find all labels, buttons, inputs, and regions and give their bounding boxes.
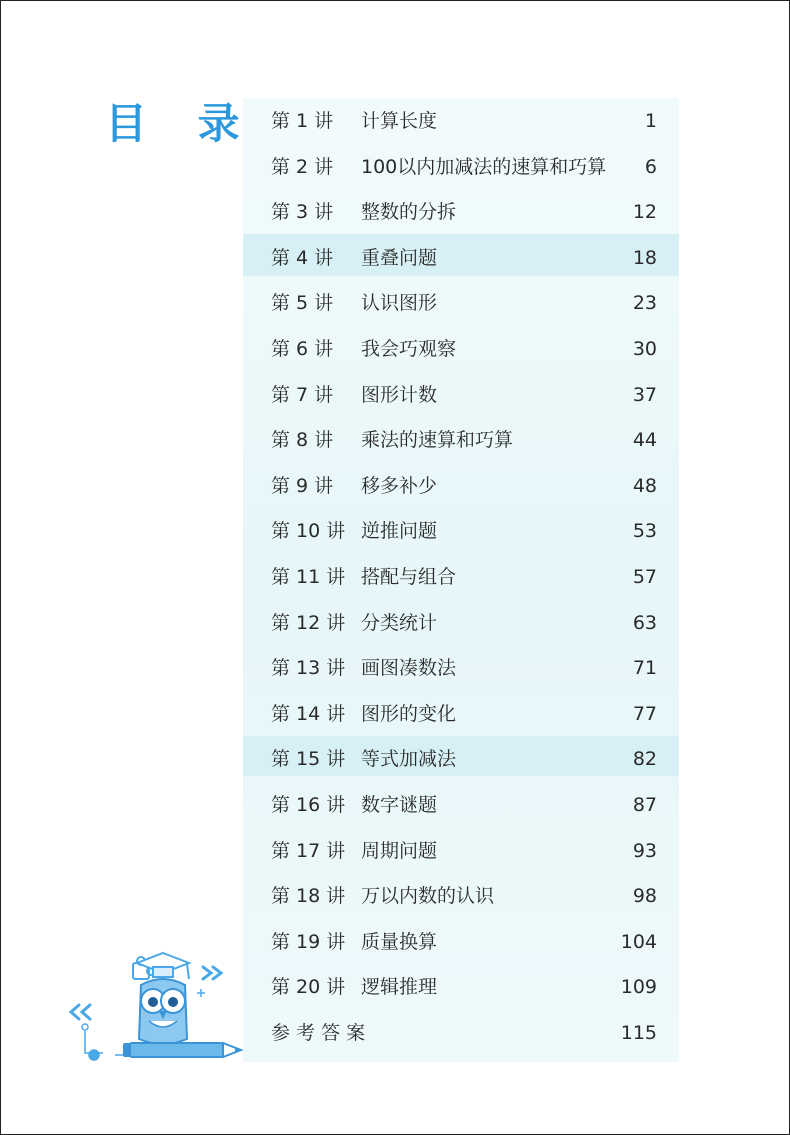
- page-number: 1: [644, 110, 657, 132]
- lesson-title: 100以内加减法的速算和巧算: [361, 155, 607, 178]
- lesson-number: 第 14 讲: [271, 702, 346, 725]
- toc-item[interactable]: [259, 509, 661, 555]
- page-number: 44: [632, 429, 657, 452]
- sparkle-icon: [197, 989, 205, 997]
- toc-item[interactable]: [259, 99, 661, 145]
- page-number: 93: [632, 839, 657, 862]
- lesson-number: 第 15 讲: [271, 748, 346, 771]
- toc-item[interactable]: [259, 783, 661, 829]
- toc-item[interactable]: [259, 190, 661, 236]
- answers-label: 参 考 答 案: [271, 1021, 366, 1044]
- toc-item[interactable]: [259, 646, 661, 692]
- toc-item[interactable]: [259, 965, 661, 1011]
- toc-item[interactable]: [259, 145, 661, 191]
- page-number: 18: [632, 246, 657, 269]
- lesson-title: 重叠问题: [361, 246, 438, 269]
- lesson-title: 逻辑推理: [361, 976, 438, 999]
- lesson-number: 第 12 讲: [271, 611, 346, 634]
- lesson-title: 移多补少: [361, 474, 438, 497]
- toc-item[interactable]: [259, 692, 661, 738]
- lesson-number: 第 13 讲: [271, 657, 346, 680]
- toc-item[interactable]: [259, 874, 661, 920]
- toc-item[interactable]: [259, 555, 661, 601]
- toc-item[interactable]: [259, 829, 661, 875]
- lesson-number: 第 11 讲: [271, 565, 346, 588]
- page-title: 目 录: [105, 99, 258, 148]
- toc-item[interactable]: [259, 601, 661, 647]
- lesson-number: 第 7 讲: [271, 383, 334, 406]
- lesson-number: 第 19 讲: [271, 930, 346, 953]
- page-number: 109: [620, 976, 657, 999]
- page-number: 57: [632, 565, 657, 588]
- lesson-title: 整数的分拆: [361, 201, 457, 224]
- pencil-icon: [123, 1043, 241, 1057]
- chevron-left-icon: [71, 1005, 90, 1019]
- toc-item[interactable]: [259, 373, 661, 419]
- lesson-number: 第 3 讲: [271, 201, 334, 224]
- page-number: 30: [632, 337, 657, 360]
- graduation-cap-icon: [137, 953, 189, 979]
- toc-item[interactable]: [259, 418, 661, 464]
- lesson-title: 分类统计: [361, 611, 438, 634]
- toc-item[interactable]: [259, 281, 661, 327]
- lesson-number: 第 20 讲: [271, 976, 346, 999]
- toc-item[interactable]: [259, 327, 661, 373]
- lesson-number: 第 17 讲: [271, 839, 346, 862]
- page-number: 6: [644, 155, 657, 178]
- lesson-title: 等式加减法: [361, 748, 457, 771]
- lesson-number: 第 9 讲: [271, 474, 334, 497]
- lesson-title: 乘法的速算和巧算: [361, 429, 514, 452]
- lesson-title: 图形计数: [361, 383, 438, 406]
- lesson-number: 第 5 讲: [271, 292, 334, 315]
- toc-item[interactable]: [259, 236, 661, 282]
- lesson-title: 周期问题: [361, 839, 438, 862]
- lesson-number: 第 2 讲: [271, 155, 334, 178]
- page-number: 12: [632, 201, 657, 224]
- owl-icon: [139, 979, 187, 1044]
- lesson-number: 第 16 讲: [271, 793, 346, 816]
- lesson-number: 第 6 讲: [271, 337, 334, 360]
- page-number: 48: [632, 474, 657, 497]
- page-number: 104: [620, 930, 657, 953]
- page-number: 53: [632, 520, 657, 543]
- page-number: 87: [632, 793, 657, 816]
- table-of-contents: [259, 99, 661, 1056]
- lesson-title: 画图凑数法: [361, 657, 457, 680]
- toc-item-answers[interactable]: [259, 1011, 661, 1057]
- page-number: 71: [632, 657, 657, 680]
- lesson-number: 第 1 讲: [271, 110, 334, 132]
- page-number: 23: [632, 292, 657, 315]
- lesson-title: 搭配与组合: [361, 565, 457, 588]
- lesson-title: 图形的变化: [361, 702, 457, 725]
- lesson-title: 逆推问题: [361, 520, 438, 543]
- lesson-title: 我会巧观察: [361, 337, 457, 360]
- page-number: 77: [632, 702, 657, 725]
- lesson-title: 计算长度: [361, 110, 438, 132]
- lesson-number: 第 4 讲: [271, 246, 334, 269]
- lesson-number: 第 18 讲: [271, 885, 346, 908]
- lesson-title: 认识图形: [361, 292, 438, 315]
- page-number: 98: [632, 885, 657, 908]
- lesson-title: 万以内数的认识: [361, 885, 495, 908]
- page-number: 82: [632, 748, 657, 771]
- toc-item[interactable]: [259, 737, 661, 783]
- lesson-title: 数字谜题: [361, 793, 438, 816]
- chevron-right-icon: [203, 967, 221, 979]
- lesson-number: 第 10 讲: [271, 520, 346, 543]
- lesson-title: 质量换算: [361, 930, 438, 953]
- lesson-number: 第 8 讲: [271, 429, 334, 452]
- toc-item[interactable]: [259, 464, 661, 510]
- owl-mascot-illustration: [63, 949, 253, 1079]
- toc-item[interactable]: [259, 920, 661, 966]
- page-number: 37: [632, 383, 657, 406]
- page-number: 63: [632, 611, 657, 634]
- page-number: 115: [620, 1021, 657, 1044]
